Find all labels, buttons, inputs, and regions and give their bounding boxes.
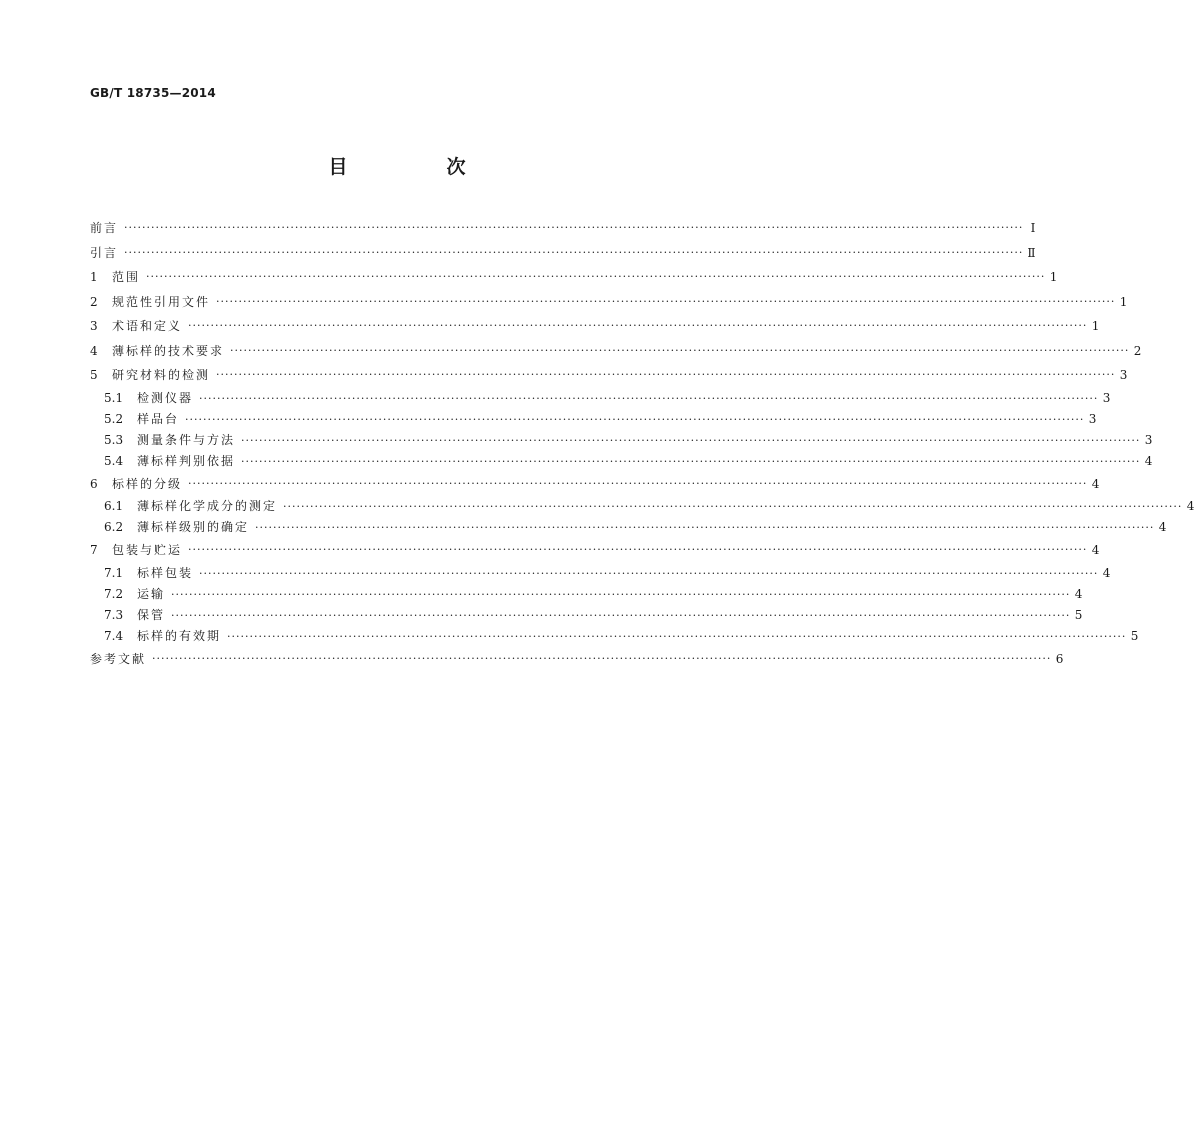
toc-entry-page-number: 4 <box>1158 520 1167 534</box>
toc-entry[interactable] <box>90 388 1111 409</box>
table-of-contents <box>90 216 1194 671</box>
toc-entry[interactable] <box>90 216 1036 241</box>
dot-leader: ········································································································································································································ <box>171 587 1071 601</box>
toc-entry-page-number: 4 <box>1091 476 1100 491</box>
dot-leader: ········································································································································································································ <box>188 476 1088 490</box>
toc-entry[interactable] <box>90 314 1100 339</box>
toc-entry-label: 薄标样的技术要求 <box>112 343 225 358</box>
toc-entry-number: 7.1 <box>104 565 124 580</box>
toc-entry-page-number: 3 <box>1088 411 1097 426</box>
dot-leader: ········································································································································································································ <box>227 629 1127 643</box>
toc-entry-label: 标样的有效期 <box>137 628 222 643</box>
dot-leader: ········································································································································································································ <box>124 221 1024 234</box>
dot-leader: ········································································································································································································ <box>185 412 1085 426</box>
toc-entry-label: 标样包装 <box>137 565 194 580</box>
toc-entry[interactable] <box>90 241 1036 266</box>
toc-entry-page-number: 1 <box>1119 294 1128 309</box>
toc-entry-label: 测量条件与方法 <box>137 432 236 447</box>
toc-entry-label: 保管 <box>137 607 166 622</box>
toc-entry[interactable] <box>90 451 1153 472</box>
toc-entry-page-number: 4 <box>1102 565 1111 580</box>
toc-entry-page-number: Ⅱ <box>1027 245 1036 260</box>
toc-entry-label: 前言 <box>90 221 119 235</box>
toc-entry-number: 2 <box>90 294 98 309</box>
toc-entry-label: 薄标样判别依据 <box>137 453 236 468</box>
toc-entry[interactable] <box>90 409 1097 430</box>
toc-entry-label: 薄标样级别的确定 <box>137 520 250 534</box>
dot-leader: ········································································································································································································ <box>152 651 1052 665</box>
toc-entry-page-number: 4 <box>1091 543 1100 557</box>
dot-leader: ········································································································································································································ <box>216 294 1116 308</box>
toc-entry-number: 5.3 <box>104 432 124 447</box>
toc-entry-page-number: 4 <box>1144 453 1153 468</box>
toc-entry-page-number: Ⅰ <box>1030 221 1036 235</box>
toc-entry-number: 7.4 <box>104 628 124 643</box>
toc-entry-page-number: 2 <box>1133 343 1142 358</box>
dot-leader: ········································································································································································································ <box>124 245 1024 259</box>
toc-entry[interactable] <box>90 647 1064 672</box>
toc-entry-label: 样品台 <box>137 411 180 426</box>
toc-entry-page-number: 4 <box>1186 499 1194 513</box>
toc-entry[interactable] <box>90 605 1083 626</box>
toc-entry-number: 4 <box>90 343 98 358</box>
dot-leader: ········································································································································································································ <box>255 521 1155 534</box>
toc-entry-number: 7.2 <box>104 586 124 601</box>
dot-leader: ········································································································································································································ <box>146 270 1046 283</box>
toc-entry[interactable] <box>90 563 1111 584</box>
toc-entry[interactable] <box>90 363 1128 388</box>
toc-entry-number: 5.2 <box>104 411 124 426</box>
toc-entry-label: 规范性引用文件 <box>112 294 211 309</box>
toc-entry[interactable] <box>90 472 1100 497</box>
dot-leader: ········································································································································································································ <box>188 543 1088 556</box>
dot-leader: ········································································································································································································ <box>230 343 1130 357</box>
toc-entry[interactable] <box>90 538 1100 563</box>
toc-entry-page-number: 5 <box>1074 607 1083 622</box>
toc-entry-number: 5.1 <box>104 390 124 405</box>
toc-entry-label: 参考文献 <box>90 651 147 666</box>
dot-leader: ········································································································································································································ <box>241 433 1141 447</box>
toc-entry-number: 3 <box>90 319 98 333</box>
toc-entry-label: 薄标样化学成分的测定 <box>137 499 278 513</box>
toc-entry-number: 5.4 <box>104 453 124 468</box>
toc-entry-page-number: 1 <box>1049 270 1058 284</box>
toc-entry-page-number: 3 <box>1119 368 1128 382</box>
toc-entry-label: 包装与贮运 <box>112 543 183 557</box>
toc-entry[interactable] <box>90 584 1083 605</box>
toc-entry-page-number: 5 <box>1130 628 1139 643</box>
toc-entry-number: 7.3 <box>104 607 124 622</box>
toc-entry-number: 6.2 <box>104 520 124 534</box>
toc-entry-number: 6.1 <box>104 499 124 513</box>
toc-entry-label: 检测仪器 <box>137 390 194 405</box>
toc-entry-page-number: 6 <box>1055 651 1064 666</box>
toc-entry-label: 研究材料的检测 <box>112 368 211 382</box>
toc-entry[interactable] <box>90 626 1139 647</box>
toc-entry-number: 6 <box>90 476 98 491</box>
toc-entry[interactable] <box>90 496 1194 517</box>
toc-entry-label: 引言 <box>90 245 119 260</box>
toc-title: 目 次 <box>328 156 506 178</box>
standard-number: GB/T 18735—2014 <box>90 86 216 100</box>
toc-entry[interactable] <box>90 290 1128 315</box>
toc-entry-label: 运输 <box>137 586 166 601</box>
toc-entry[interactable] <box>90 430 1153 451</box>
toc-entry-label: 标样的分级 <box>112 476 183 491</box>
dot-leader: ········································································································································································································ <box>199 391 1099 405</box>
toc-entry[interactable] <box>90 339 1142 364</box>
toc-entry-number: 1 <box>90 270 98 284</box>
dot-leader: ········································································································································································································ <box>241 454 1141 468</box>
dot-leader: ········································································································································································································ <box>199 566 1099 580</box>
toc-entry-page-number: 3 <box>1144 432 1153 447</box>
dot-leader: ········································································································································································································ <box>171 608 1071 622</box>
toc-entry-number: 7 <box>90 543 98 557</box>
toc-entry-page-number: 3 <box>1102 390 1111 405</box>
dot-leader: ········································································································································································································ <box>283 500 1183 513</box>
dot-leader: ········································································································································································································ <box>216 368 1116 381</box>
toc-entry[interactable] <box>90 517 1167 538</box>
dot-leader: ········································································································································································································ <box>188 319 1088 332</box>
toc-entry-label: 范围 <box>112 270 141 284</box>
toc-entry-page-number: 4 <box>1074 586 1083 601</box>
toc-entry[interactable] <box>90 265 1058 290</box>
toc-entry-label: 术语和定义 <box>112 319 183 333</box>
toc-entry-page-number: 1 <box>1091 319 1100 333</box>
toc-entry-number: 5 <box>90 368 98 382</box>
